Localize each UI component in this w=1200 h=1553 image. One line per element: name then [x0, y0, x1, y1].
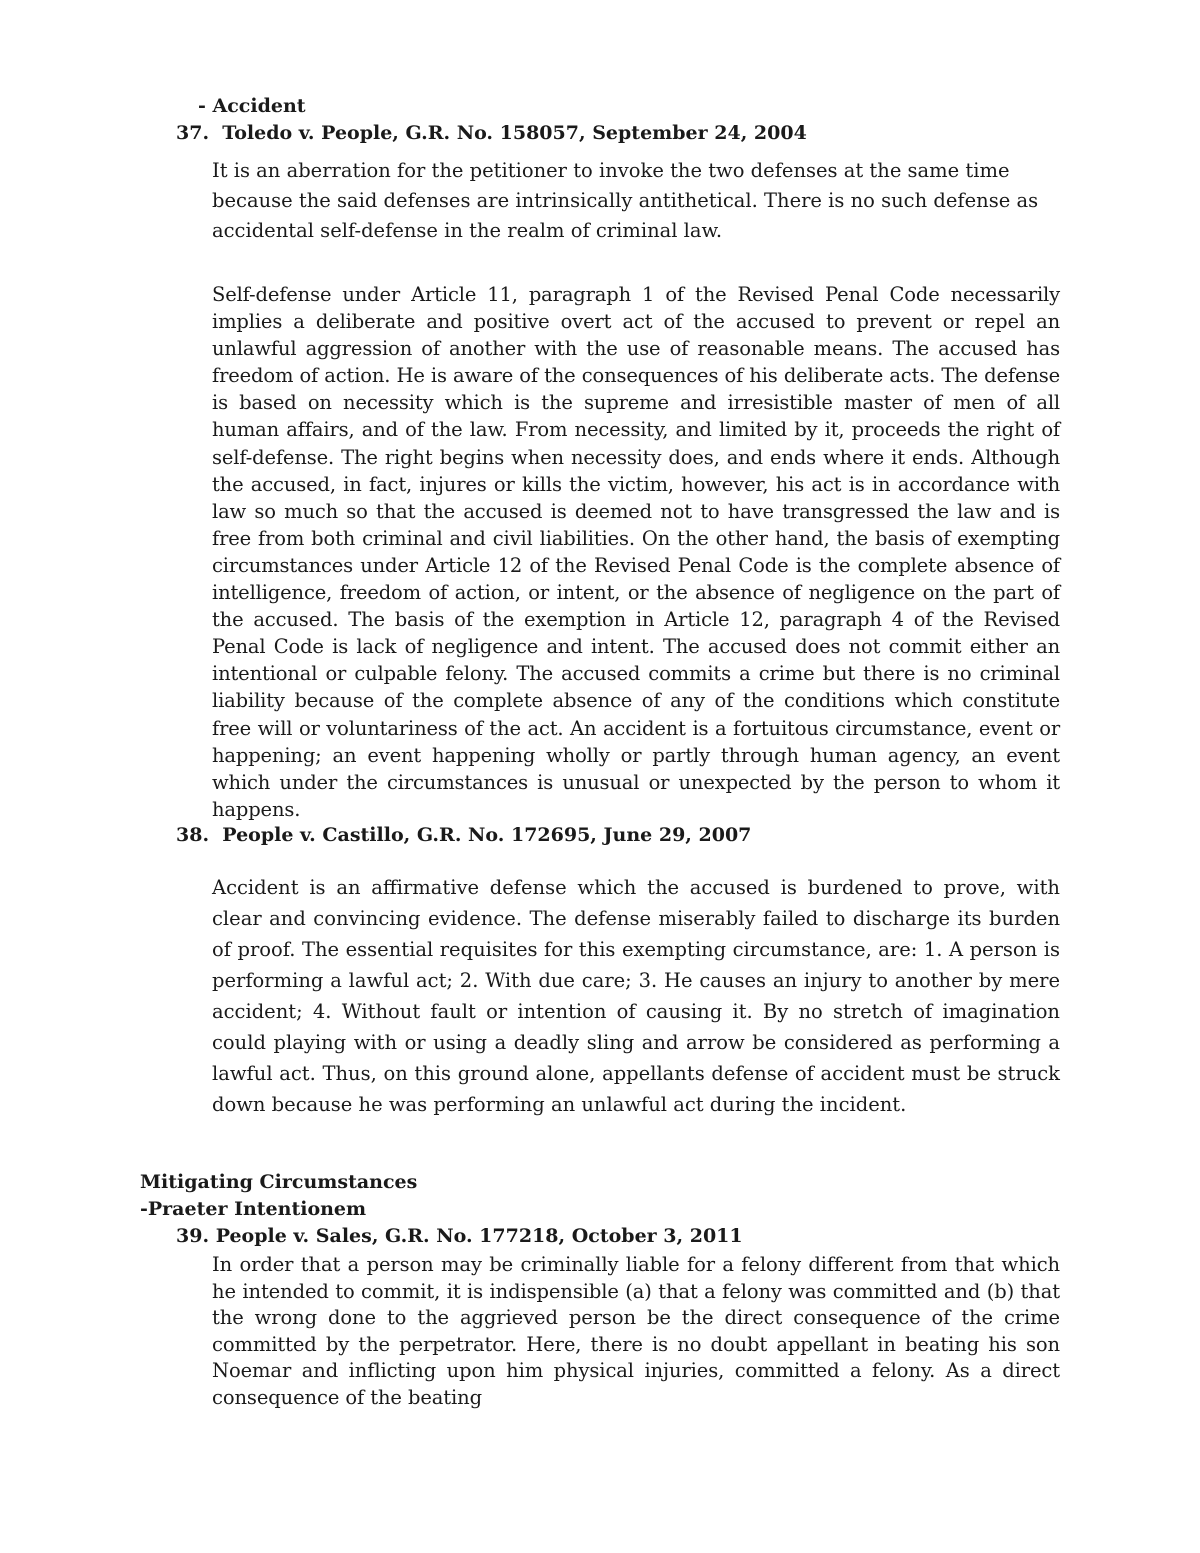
case-37-number: 37. [176, 122, 210, 144]
case-37-paragraph-1: It is an aberration for the petitioner to invoke the two defenses at the same time because the said defenses are intrinsically antithetical. There is no such defense as accidental self-defense in the realm of criminal law. [212, 159, 1039, 242]
accident-heading: - Accident [198, 95, 306, 117]
case-37-title: Toledo v. People, G.R. No. 158057, September 24, 2004 [222, 122, 807, 144]
case-37-paragraph-2: Self-defense under Article 11, paragraph 1 of the Revised Penal Code necessarily implies a deliberate and positive overt act of the accused to prevent or repel an unlawful aggression of another with the use of reasonable means. The accused has freedom of action. He is aware of the consequences of his deliberate acts. The defense is based on necessity which is the supreme and irresistible master of men of all human affairs, and of the law. From necessity, and limited by it, proceeds the right of self-defense. The right begins when necessity does, and ends where it ends. Although the accused, in fact, injures or kills the victim, however, his act is in accordance with law so much so that the accused is deemed not to have transgressed the law and is free from both criminal and civil liabilities. On the other hand, the basis of exempting circumstances under Article 12 of the Revised Penal Code is the complete absence of intelligence, freedom of action, or intent, or the absence of negligence on the part of the accused. The basis of the exemption in Article 12, paragraph 4 of the Revised Penal Code is lack of negligence and intent. The accused does not commit either an intentional or culpable felony. The accused commits a crime but there is no criminal liability because of the complete absence of any of the conditions which constitute free will or voluntariness of the act. An accident is a fortuitous circumstance, event or happening; an event happening wholly or partly through human agency, an event which under the circumstances is unusual or unexpected by the person to whom it happens. [212, 283, 1060, 821]
case-39-title: People v. Sales, G.R. No. 177218, October 3, 2011 [215, 1225, 743, 1247]
case-38-title: People v. Castillo, G.R. No. 172695, June 29, 2007 [222, 824, 752, 846]
mitigating-circumstances-heading: Mitigating Circumstances [140, 1171, 418, 1193]
case-38-paragraph-1: Accident is an affirmative defense which the accused is burdened to prove, with clear and convincing evidence. The defense miserably failed to discharge its burden of proof. The essential requisites for this exempting circumstance, are: 1. A person is performing a lawful act; 2. With due care; 3. He causes an injury to another by mere accident; 4. Without fault or intention of causing it. By no stretch of imagination could playing with or using a deadly sling and arrow be considered as performing a lawful act. Thus, on this ground alone, appellants defense of accident must be struck down because he was performing an unlawful act during the incident. [212, 876, 1060, 1116]
case-37-heading [176, 124, 807, 143]
praeter-intentionem-heading: -Praeter Intentionem [140, 1198, 367, 1220]
case-38-heading [176, 826, 751, 845]
case-39-paragraph-1: In order that a person may be criminally liable for a felony different from that which he intended to commit, it is indispensible (a) that a felony was committed and (b) that the wrong done to the aggrieved person be the direct consequence of the crime committed by the perpetrator. Here, there is no doubt appellant in beating his son Noemar and inflicting upon him physical injuries, committed a felony. As a direct consequence of the beating [212, 1253, 1060, 1409]
case-39-number: 39. [176, 1225, 210, 1247]
case-39-heading [176, 1227, 743, 1246]
case-38-number: 38. [176, 824, 210, 846]
